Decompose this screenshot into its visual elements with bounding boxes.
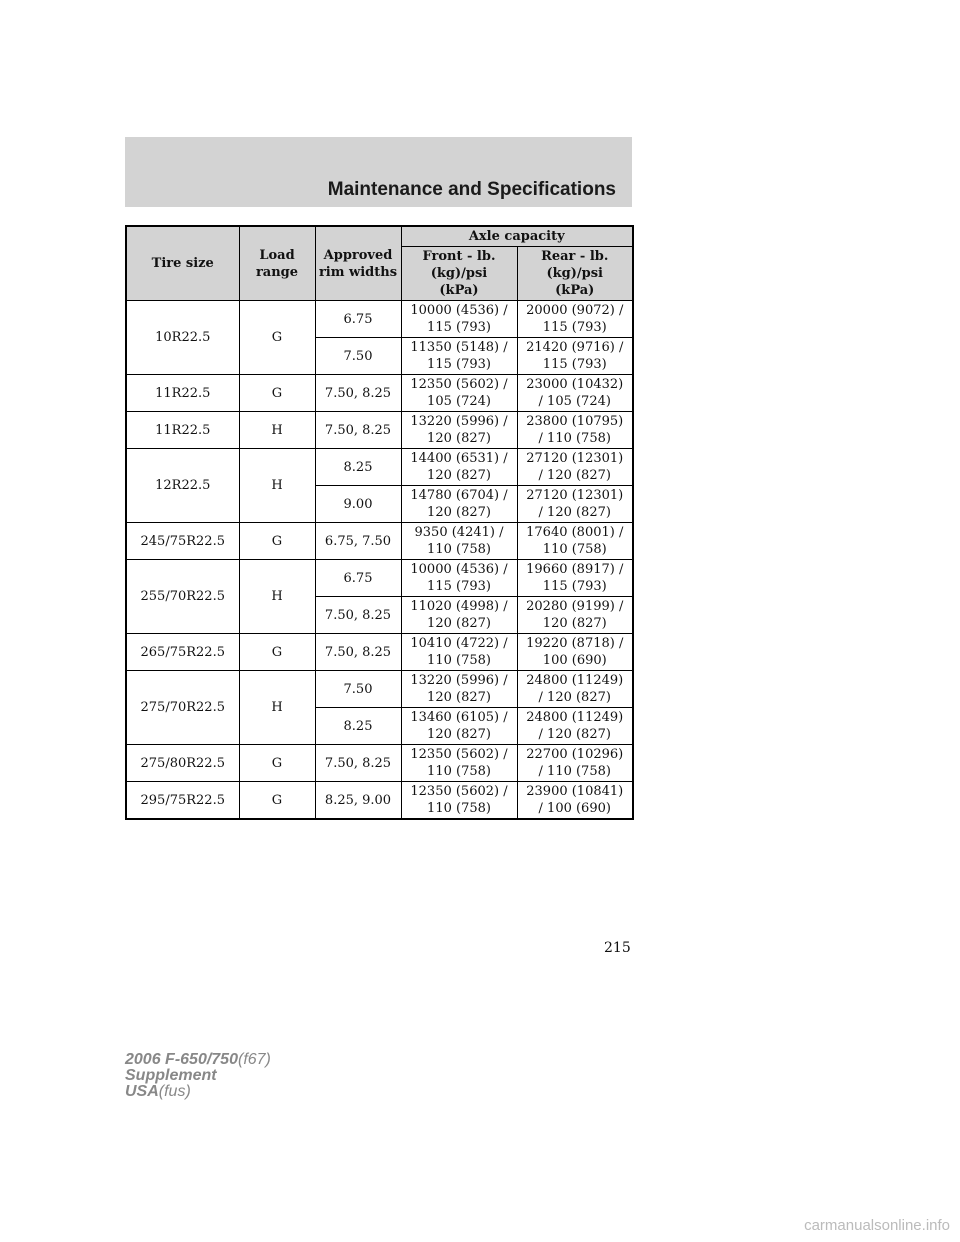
cell-rear: 21420 (9716) / 115 (793) <box>517 338 633 375</box>
table-row <box>126 782 633 820</box>
cell-rim-width: 8.25 <box>315 449 401 486</box>
header-load-range: Load range <box>239 226 315 301</box>
cell-front: 9350 (4241) / 110 (758) <box>401 523 517 560</box>
cell-load-range: G <box>239 523 315 560</box>
cell-rim-width: 7.50, 8.25 <box>315 412 401 449</box>
table-row <box>126 412 633 449</box>
cell-front: 10410 (4722) / 110 (758) <box>401 634 517 671</box>
footer-model-code: (f67) <box>237 1051 271 1068</box>
cell-rear: 23900 (10841) / 100 (690) <box>517 782 633 820</box>
cell-front: 11020 (4998) / 120 (827) <box>401 597 517 634</box>
cell-rear: 19220 (8718) / 100 (690) <box>517 634 633 671</box>
footer-supplement: Supplement <box>125 1067 217 1084</box>
cell-load-range: G <box>239 375 315 412</box>
cell-tire-size: 295/75R22.5 <box>126 782 239 820</box>
cell-load-range: G <box>239 634 315 671</box>
cell-front: 13220 (5996) / 120 (827) <box>401 671 517 708</box>
header-rim-widths: Approved rim widths <box>315 226 401 301</box>
cell-rim-width: 6.75 <box>315 301 401 338</box>
cell-front: 14780 (6704) / 120 (827) <box>401 486 517 523</box>
cell-front: 12350 (5602) / 105 (724) <box>401 375 517 412</box>
cell-rear: 23000 (10432) / 105 (724) <box>517 375 633 412</box>
cell-rim-width: 9.00 <box>315 486 401 523</box>
cell-tire-size: 245/75R22.5 <box>126 523 239 560</box>
cell-rim-width: 8.25, 9.00 <box>315 782 401 820</box>
section-header <box>125 137 632 207</box>
footer-market: USA <box>125 1083 159 1100</box>
cell-load-range: H <box>239 671 315 745</box>
cell-tire-size: 11R22.5 <box>126 412 239 449</box>
cell-front: 13220 (5996) / 120 (827) <box>401 412 517 449</box>
cell-front: 13460 (6105) / 120 (827) <box>401 708 517 745</box>
cell-rear: 27120 (12301) / 120 (827) <box>517 486 633 523</box>
cell-front: 14400 (6531) / 120 (827) <box>401 449 517 486</box>
cell-rear: 17640 (8001) / 110 (758) <box>517 523 633 560</box>
header-rear: Rear - lb. (kg)/psi (kPa) <box>517 247 633 301</box>
cell-tire-size: 11R22.5 <box>126 375 239 412</box>
header-front: Front - lb. (kg)/psi (kPa) <box>401 247 517 301</box>
cell-rear: 23800 (10795) / 110 (758) <box>517 412 633 449</box>
footer-market-code: (fus) <box>158 1083 191 1100</box>
header-axle-capacity: Axle capacity <box>401 226 633 247</box>
cell-load-range: H <box>239 449 315 523</box>
cell-rim-width: 7.50, 8.25 <box>315 597 401 634</box>
cell-rim-width: 7.50 <box>315 671 401 708</box>
cell-rear: 20280 (9199) / 120 (827) <box>517 597 633 634</box>
cell-rim-width: 7.50, 8.25 <box>315 745 401 782</box>
cell-load-range: G <box>239 782 315 820</box>
cell-rear: 24800 (11249) / 120 (827) <box>517 671 633 708</box>
cell-rim-width: 7.50, 8.25 <box>315 375 401 412</box>
cell-load-range: H <box>239 560 315 634</box>
cell-rim-width: 8.25 <box>315 708 401 745</box>
cell-rim-width: 6.75 <box>315 560 401 597</box>
cell-front: 10000 (4536) / 115 (793) <box>401 301 517 338</box>
table-row <box>126 634 633 671</box>
cell-rim-width: 7.50, 8.25 <box>315 634 401 671</box>
cell-load-range: G <box>239 301 315 375</box>
cell-tire-size: 265/75R22.5 <box>126 634 239 671</box>
cell-rear: 19660 (8917) / 115 (793) <box>517 560 633 597</box>
table-row <box>126 523 633 560</box>
cell-rear: 22700 (10296) / 110 (758) <box>517 745 633 782</box>
cell-tire-size: 255/70R22.5 <box>126 560 239 634</box>
tire-spec-table <box>125 225 634 820</box>
cell-tire-size: 12R22.5 <box>126 449 239 523</box>
cell-rear: 20000 (9072) / 115 (793) <box>517 301 633 338</box>
cell-rear: 27120 (12301) / 120 (827) <box>517 449 633 486</box>
cell-front: 10000 (4536) / 115 (793) <box>401 560 517 597</box>
document-footer <box>125 1052 271 1100</box>
cell-front: 12350 (5602) / 110 (758) <box>401 782 517 820</box>
cell-front: 12350 (5602) / 110 (758) <box>401 745 517 782</box>
cell-load-range: G <box>239 745 315 782</box>
cell-tire-size: 275/80R22.5 <box>126 745 239 782</box>
table-row <box>126 449 633 486</box>
cell-rear: 24800 (11249) / 120 (827) <box>517 708 633 745</box>
footer-model: 2006 F-650/750 <box>125 1051 238 1068</box>
table-row <box>126 560 633 597</box>
cell-load-range: H <box>239 412 315 449</box>
cell-tire-size: 275/70R22.5 <box>126 671 239 745</box>
watermark: carmanualsonline.info <box>804 1217 950 1234</box>
cell-tire-size: 10R22.5 <box>126 301 239 375</box>
page-number: 215 <box>604 940 631 956</box>
header-tire-size: Tire size <box>126 226 239 301</box>
cell-rim-width: 6.75, 7.50 <box>315 523 401 560</box>
section-title: Maintenance and Specifications <box>327 179 616 200</box>
cell-rim-width: 7.50 <box>315 338 401 375</box>
table-row <box>126 301 633 338</box>
table-row <box>126 671 633 708</box>
table-row <box>126 375 633 412</box>
table-row <box>126 745 633 782</box>
cell-front: 11350 (5148) / 115 (793) <box>401 338 517 375</box>
